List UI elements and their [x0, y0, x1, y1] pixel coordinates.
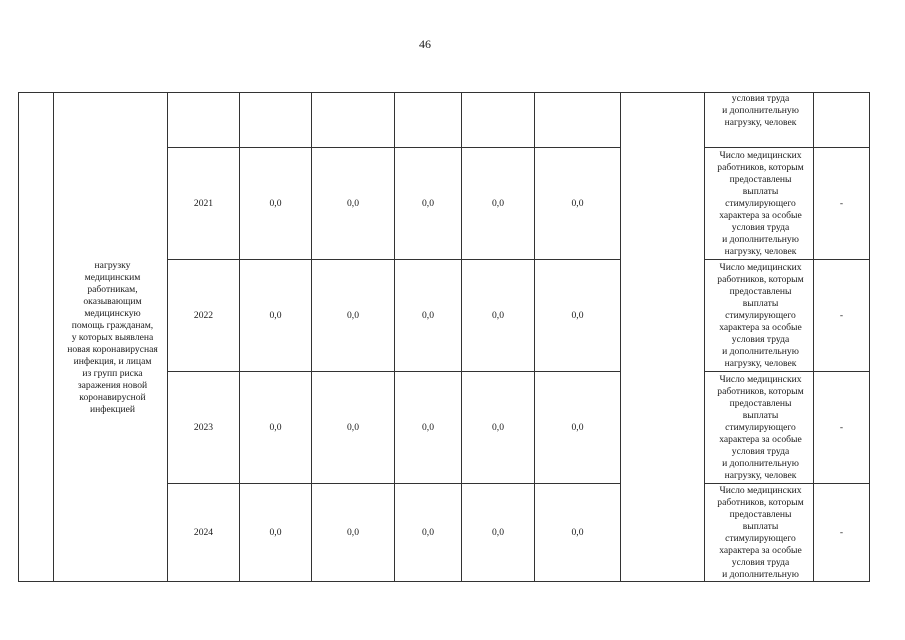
indicator-cell: Число медицинских работников, которым предоставлены выплаты стимулирующего характера за особые условия труда и дополнительную нагрузку, человек	[705, 260, 814, 372]
value-cell	[814, 93, 870, 148]
value-cell: 0,0	[240, 260, 312, 372]
value-cell: 0,0	[395, 260, 462, 372]
value-cell: 0,0	[535, 484, 621, 582]
indicator-value-cell: -	[814, 148, 870, 260]
empty-cell	[462, 93, 535, 148]
value-cell: 0,0	[395, 148, 462, 260]
value-cell: 0,0	[240, 148, 312, 260]
value-cell: 0,0	[312, 484, 395, 582]
value-cell: 0,0	[395, 372, 462, 484]
value-cell: 0,0	[312, 260, 395, 372]
indicator-cell: Число медицинских работников, которым предоставлены выплаты стимулирующего характера за особые условия труда и дополнительную	[705, 484, 814, 582]
indicator-value-cell: -	[814, 484, 870, 582]
year-cell: 2023	[168, 372, 240, 484]
value-cell: 0,0	[395, 484, 462, 582]
value-cell: 0,0	[312, 372, 395, 484]
row-number-cell	[19, 93, 54, 582]
value-cell: 0,0	[462, 260, 535, 372]
empty-cell	[240, 93, 312, 148]
page-number: 46	[419, 37, 431, 51]
measure-description: нагрузку медицинским работникам, оказывающим медицинскую помощь гражданам, у которых выявлена новая коронавирусная инфекция, и лицам из групп риска заражения новой коронавирусной инфекцией	[54, 93, 168, 582]
value-cell: 0,0	[535, 148, 621, 260]
value-cell: 0,0	[240, 484, 312, 582]
value-cell: 0,0	[312, 148, 395, 260]
year-cell: 2024	[168, 484, 240, 582]
value-cell: 0,0	[535, 372, 621, 484]
program-table	[18, 92, 870, 582]
empty-cell	[312, 93, 395, 148]
indicator-value-cell: -	[814, 260, 870, 372]
value-cell: 0,0	[462, 484, 535, 582]
indicator-value-cell: -	[814, 372, 870, 484]
table-row-continuation	[19, 93, 870, 148]
value-cell: 0,0	[535, 260, 621, 372]
indicator-cell: Число медицинских работников, которым предоставлены выплаты стимулирующего характера за особые условия труда и дополнительную нагрузку, человек	[705, 148, 814, 260]
empty-cell	[168, 93, 240, 148]
empty-cell	[535, 93, 621, 148]
indicator-cell: Число медицинских работников, которым предоставлены выплаты стимулирующего характера за особые условия труда и дополнительную нагрузку, человек	[705, 372, 814, 484]
value-cell: 0,0	[240, 372, 312, 484]
year-cell: 2022	[168, 260, 240, 372]
indicator-cell: условия труда и дополнительную нагрузку, человек	[705, 93, 814, 148]
value-cell: 0,0	[462, 372, 535, 484]
year-cell: 2021	[168, 148, 240, 260]
empty-cell	[395, 93, 462, 148]
responsible-cell	[621, 93, 705, 582]
value-cell: 0,0	[462, 148, 535, 260]
